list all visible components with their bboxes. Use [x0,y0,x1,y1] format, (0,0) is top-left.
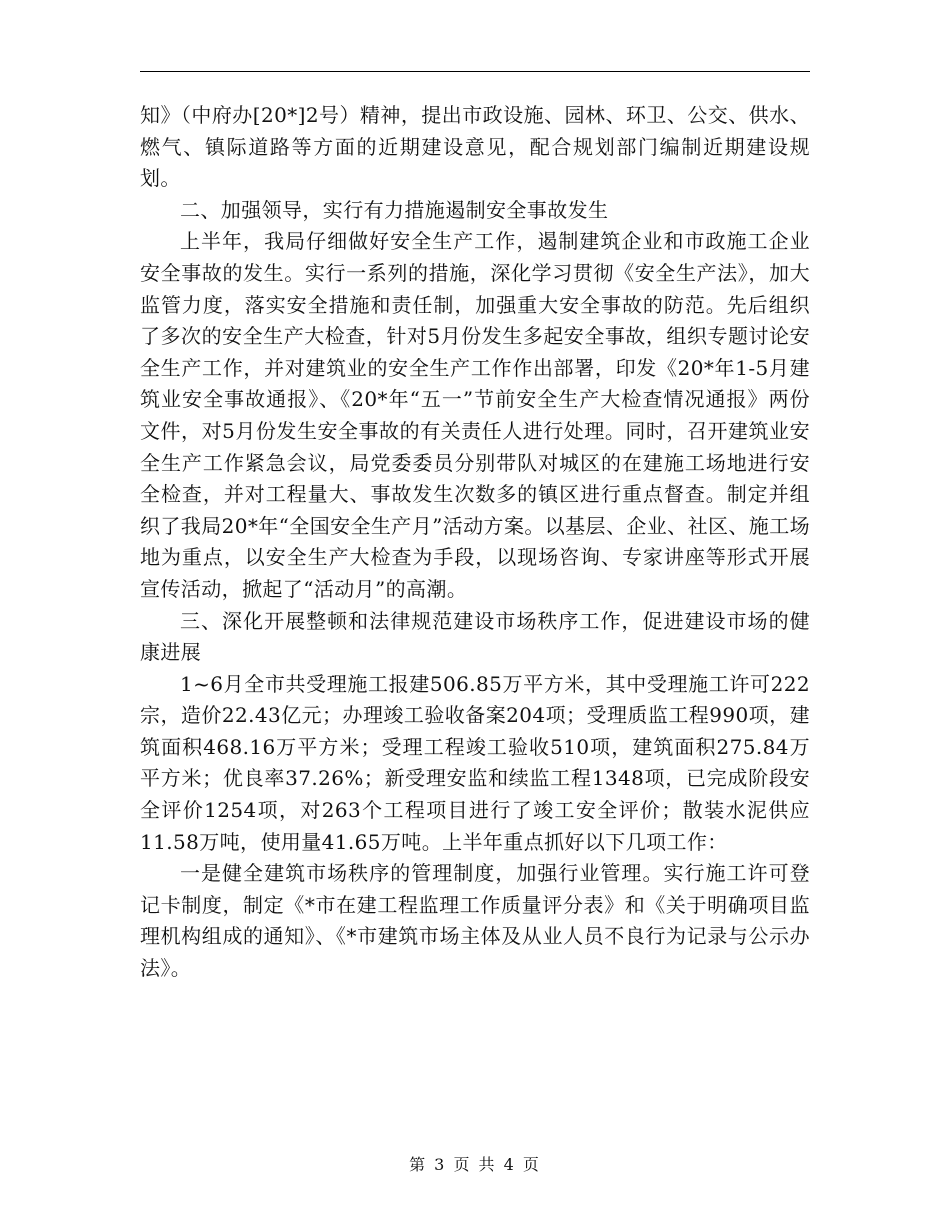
header-rule [140,71,810,72]
paragraph-continuation: 知》（中府办[20*]2号）精神，提出市政设施、园林、环卫、公交、供水、燃气、镇际道路等方面的近期建设意见，配合规划部门编制近期建设规划。 [140,103,810,191]
document-body [140,100,810,985]
page-number: 第 3 页 共 4 页 [409,1155,541,1174]
paragraph-management: 一是健全建筑市场秩序的管理制度，加强行业管理。实行施工许可登记卡制度，制定《*市在建工程监理工作质量评分表》和《关于明确项目监理机构组成的通知》、《*市建筑市场主体及从业人员不良行为记录与公示办法》。 [140,861,810,981]
section-heading-3: 三、深化开展整顿和法律规范建设市场秩序工作，促进建设市场的健康进展 [140,608,810,665]
section-heading-2: 二、加强领导，实行有力措施遏制安全事故发生 [180,197,609,222]
paragraph-safety: 上半年，我局仔细做好安全生产工作，遏制建筑企业和市政施工企业安全事故的发生。实行一系列的措施，深化学习贯彻《安全生产法》，加大监管力度，落实安全措施和责任制，加强重大安全事故的防范。先后组织了多次的安全生产大检查，针对5月份发生多起安全事故，组织专题讨论安全生产工作，并对建筑业的安全生产工作作出部署，印发《20*年1-5月建筑业安全事故通报》、《20*年“五一”节前安全生产大检查情况通报》两份文件，对5月份发生安全事故的有关责任人进行处理。同时，召开建筑业安全生产工作紧急会议，局党委委员分别带队对城区的在建施工场地进行安全检查，并对工程量大、事故发生次数多的镇区进行重点督查。制定并组织了我局20*年“全国安全生产月”活动方案。以基层、企业、社区、施工场地为重点，以安全生产大检查为手段，以现场咨询、专家讲座等形式开展宣传活动，掀起了“活动月”的高潮。 [140,229,810,601]
paragraph-statistics: 1~6月全市共受理施工报建506.85万平方米，其中受理施工许可222宗，造价22.43亿元；办理竣工验收备案204项；受理质监工程990项，建筑面积468.16万平方米；受理工程竣工验收510项，建筑面积275.84万平方米；优良率37.26%；新受理安监和续监工程1348项，已完成阶段安全评价1254项，对263个工程项目进行了竣工安全评价；散装水泥供应11.58万吨，使用量41.65万吨。上半年重点抓好以下几项工作： [140,671,810,854]
